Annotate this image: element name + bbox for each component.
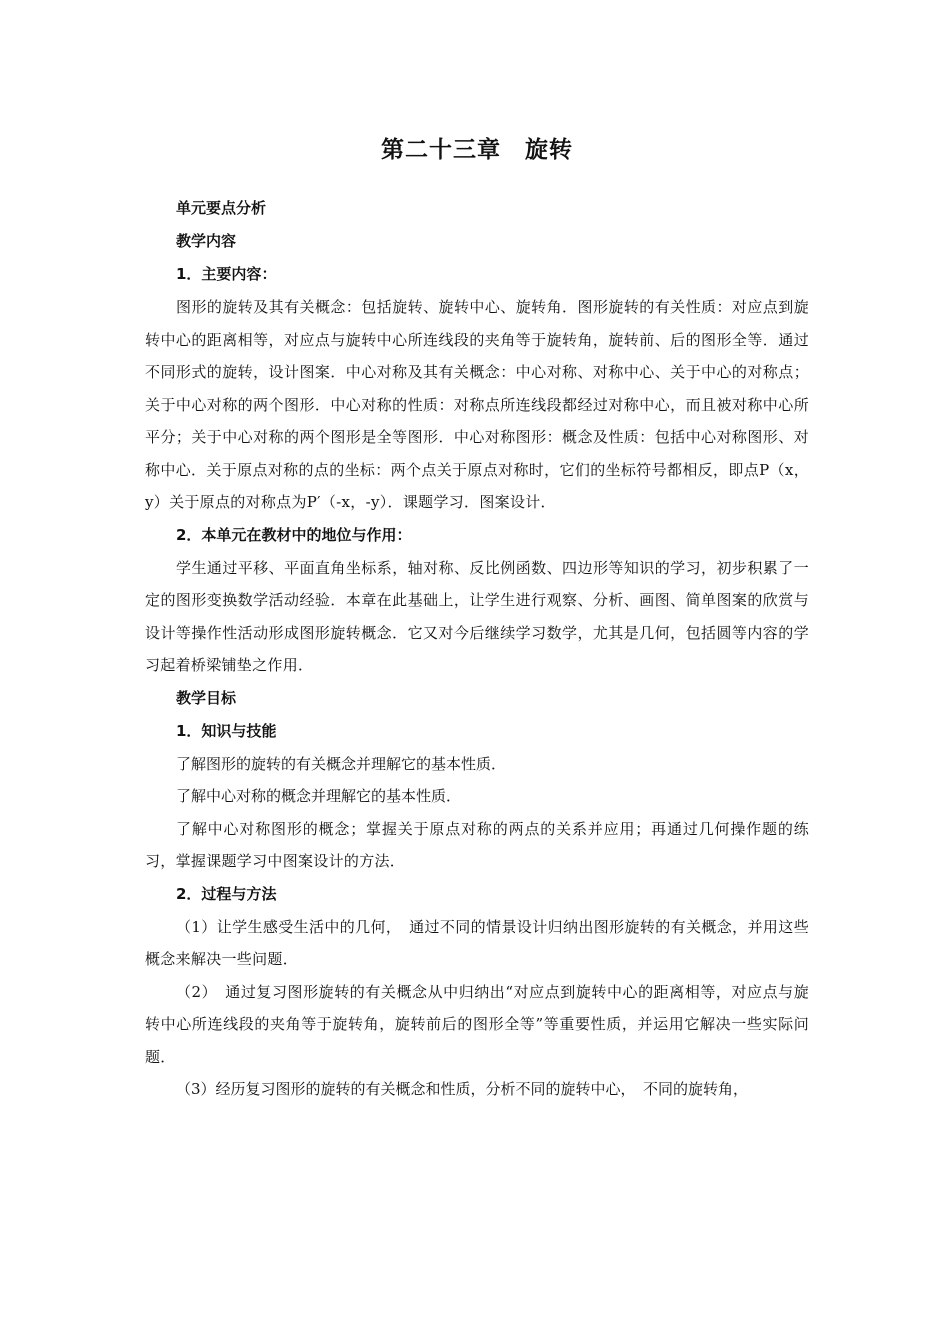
goal2-heading: 2．过程与方法	[176, 884, 277, 903]
goal1-heading: 1．知识与技能	[176, 721, 277, 740]
section-heading-unit-analysis: 单元要点分析	[176, 199, 267, 217]
goal2-paragraph-2: （2） 通过复习图形旋转的有关概念从中归纳出“对应点到旋转中心的距离相等，对应点与旋转中心所连线段的夹角等于旋转角，旋转前后的图形全等”等重要性质，并运用它解决一些实际问题．	[145, 982, 809, 1066]
goal2-paragraph-3: （3）经历复习图形的旋转的有关概念和性质，分析不同的旋转中心， 不同的旋转角，	[176, 1080, 749, 1098]
section-heading-teaching-content: 教学内容	[176, 232, 237, 250]
goal2-paragraph-1: （1）让学生感受生活中的几何， 通过不同的情景设计归纳出图形旋转的有关概念，并用这些概念来解决一些问题．	[145, 917, 809, 968]
document-page	[145, 130, 809, 1106]
goal1-line-3: 了解中心对称图形的概念；掌握关于原点对称的两点的关系并应用；再通过几何操作题的练习，掌握课题学习中图案设计的方法．	[145, 819, 809, 870]
chapter-title: 第二十三章 旋转	[381, 137, 573, 163]
goal1-line-1: 了解图形的旋转的有关概念并理解它的基本性质．	[176, 754, 507, 773]
item2-paragraph: 学生通过平移、平面直角坐标系，轴对称、反比例函数、四边形等知识的学习，初步积累了一定的图形变换数学活动经验．本章在此基础上，让学生进行观察、分析、画图、简单图案的欣赏与设计等操作性活动形成图形旋转概念．它又对今后继续学习数学，尤其是几何，包括圆等内容的学习起着桥梁铺垫之作用．	[145, 558, 809, 674]
goal1-line-2: 了解中心对称的概念并理解它的基本性质．	[176, 787, 462, 805]
item1-paragraph: 图形的旋转及其有关概念：包括旋转、旋转中心、旋转角．图形旋转的有关性质：对应点到旋转中心的距离相等，对应点与旋转中心所连线段的夹角等于旋转角，旋转前、后的图形全等．通过不同形式的旋转，设计图案．中心对称及其有关概念：中心对称、对称中心、关于中心的对称点；关于中心对称的两个图形．中心对称的性质：对称点所连线段都经过对称中心，而且被对称中心所平分；关于中心对称的两个图形是全等图形．中心对称图形：概念及性质：包括中心对称图形、对称中心．关于原点对称的点的坐标：两个点关于原点对称时，它们的坐标符号都相反，即点P（x，y）关于原点的对称点为P′（-x，-y）．课题学习．图案设计．	[145, 298, 809, 511]
item2-heading: 2．本单元在教材中的地位与作用：	[176, 525, 412, 544]
item1-heading: 1．主要内容：	[176, 265, 277, 283]
section-heading-teaching-goals: 教学目标	[176, 688, 237, 707]
